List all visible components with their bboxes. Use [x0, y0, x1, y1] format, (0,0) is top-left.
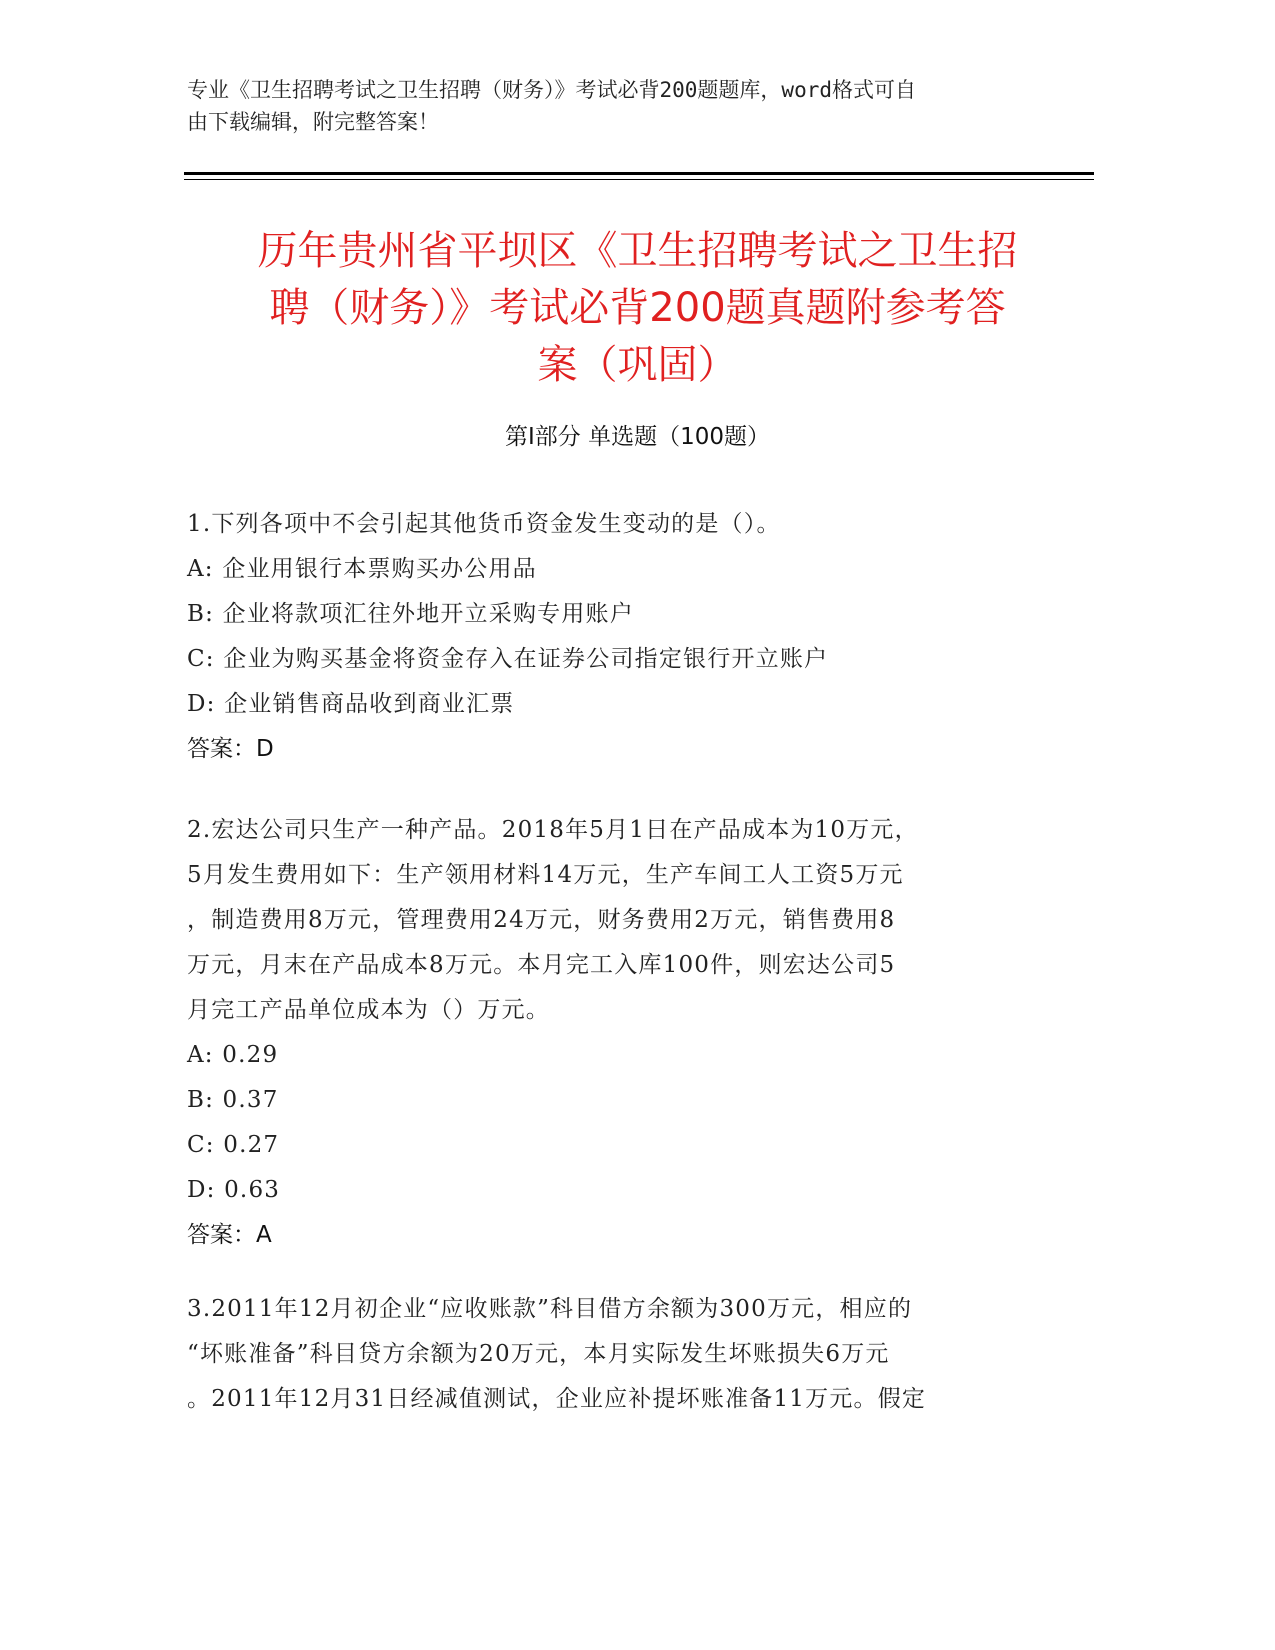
header-note-line: 专业《卫生招聘考试之卫生招聘（财务）》考试必背200题题库，word格式可自 — [187, 78, 916, 102]
question-2 — [187, 808, 1092, 1258]
document-title-line: 案（巩固） — [537, 342, 738, 388]
option-a: A: 企业用银行本票购买办公用品 — [187, 556, 537, 582]
question-stem-line: 3.2011年12月初企业“应收账款”科目借方余额为300万元，相应的 — [187, 1296, 913, 1322]
header-divider-thin — [184, 179, 1094, 180]
question-stem-line: “坏账准备”科目贷方余额为20万元，本月实际发生坏账损失6万元 — [187, 1341, 890, 1367]
option-b: B: 企业将款项汇往外地开立采购专用账户 — [187, 601, 634, 627]
option-b: B: 0.37 — [187, 1087, 279, 1113]
header-note — [187, 74, 1067, 138]
document-title-line: 聘（财务）》考试必背200题真题附参考答 — [269, 285, 1006, 331]
option-a: A: 0.29 — [187, 1042, 279, 1068]
answer-line: 答案：A — [187, 1222, 272, 1248]
section-heading: 第Ⅰ部分 单选题（100题） — [505, 424, 770, 450]
question-3 — [187, 1287, 1092, 1422]
option-d: D: 0.63 — [187, 1177, 281, 1203]
question-1 — [187, 502, 1092, 772]
answer-line: 答案：D — [187, 736, 274, 762]
header-note-line: 由下载编辑，附完整答案！ — [187, 110, 439, 134]
question-stem-line: 2.宏达公司只生产一种产品。2018年5月1日在产品成本为10万元， — [187, 817, 919, 843]
question-stem-line: ，制造费用8万元，管理费用24万元，财务费用2万元，销售费用8 — [187, 907, 896, 933]
option-d: D: 企业销售商品收到商业汇票 — [187, 691, 515, 717]
question-stem-line: 月完工产品单位成本为（）万元。 — [187, 997, 550, 1023]
question-stem-line: 1.下列各项中不会引起其他货币资金发生变动的是（）。 — [187, 511, 781, 537]
document-title-line: 历年贵州省平坝区《卫生招聘考试之卫生招 — [257, 228, 1018, 274]
question-stem-line: 。2011年12月31日经减值测试，企业应补提坏账准备11万元。假定 — [187, 1386, 927, 1412]
question-stem-line: 5月发生费用如下：生产领用材料14万元，生产车间工人工资5万元 — [187, 862, 904, 888]
option-c: C: 企业为购买基金将资金存入在证券公司指定银行开立账户 — [187, 646, 829, 672]
header-divider-thick — [184, 172, 1094, 175]
option-c: C: 0.27 — [187, 1132, 280, 1158]
question-stem-line: 万元，月末在产品成本8万元。本月完工入库100件，则宏达公司5 — [187, 952, 896, 978]
document-title — [150, 223, 1125, 394]
